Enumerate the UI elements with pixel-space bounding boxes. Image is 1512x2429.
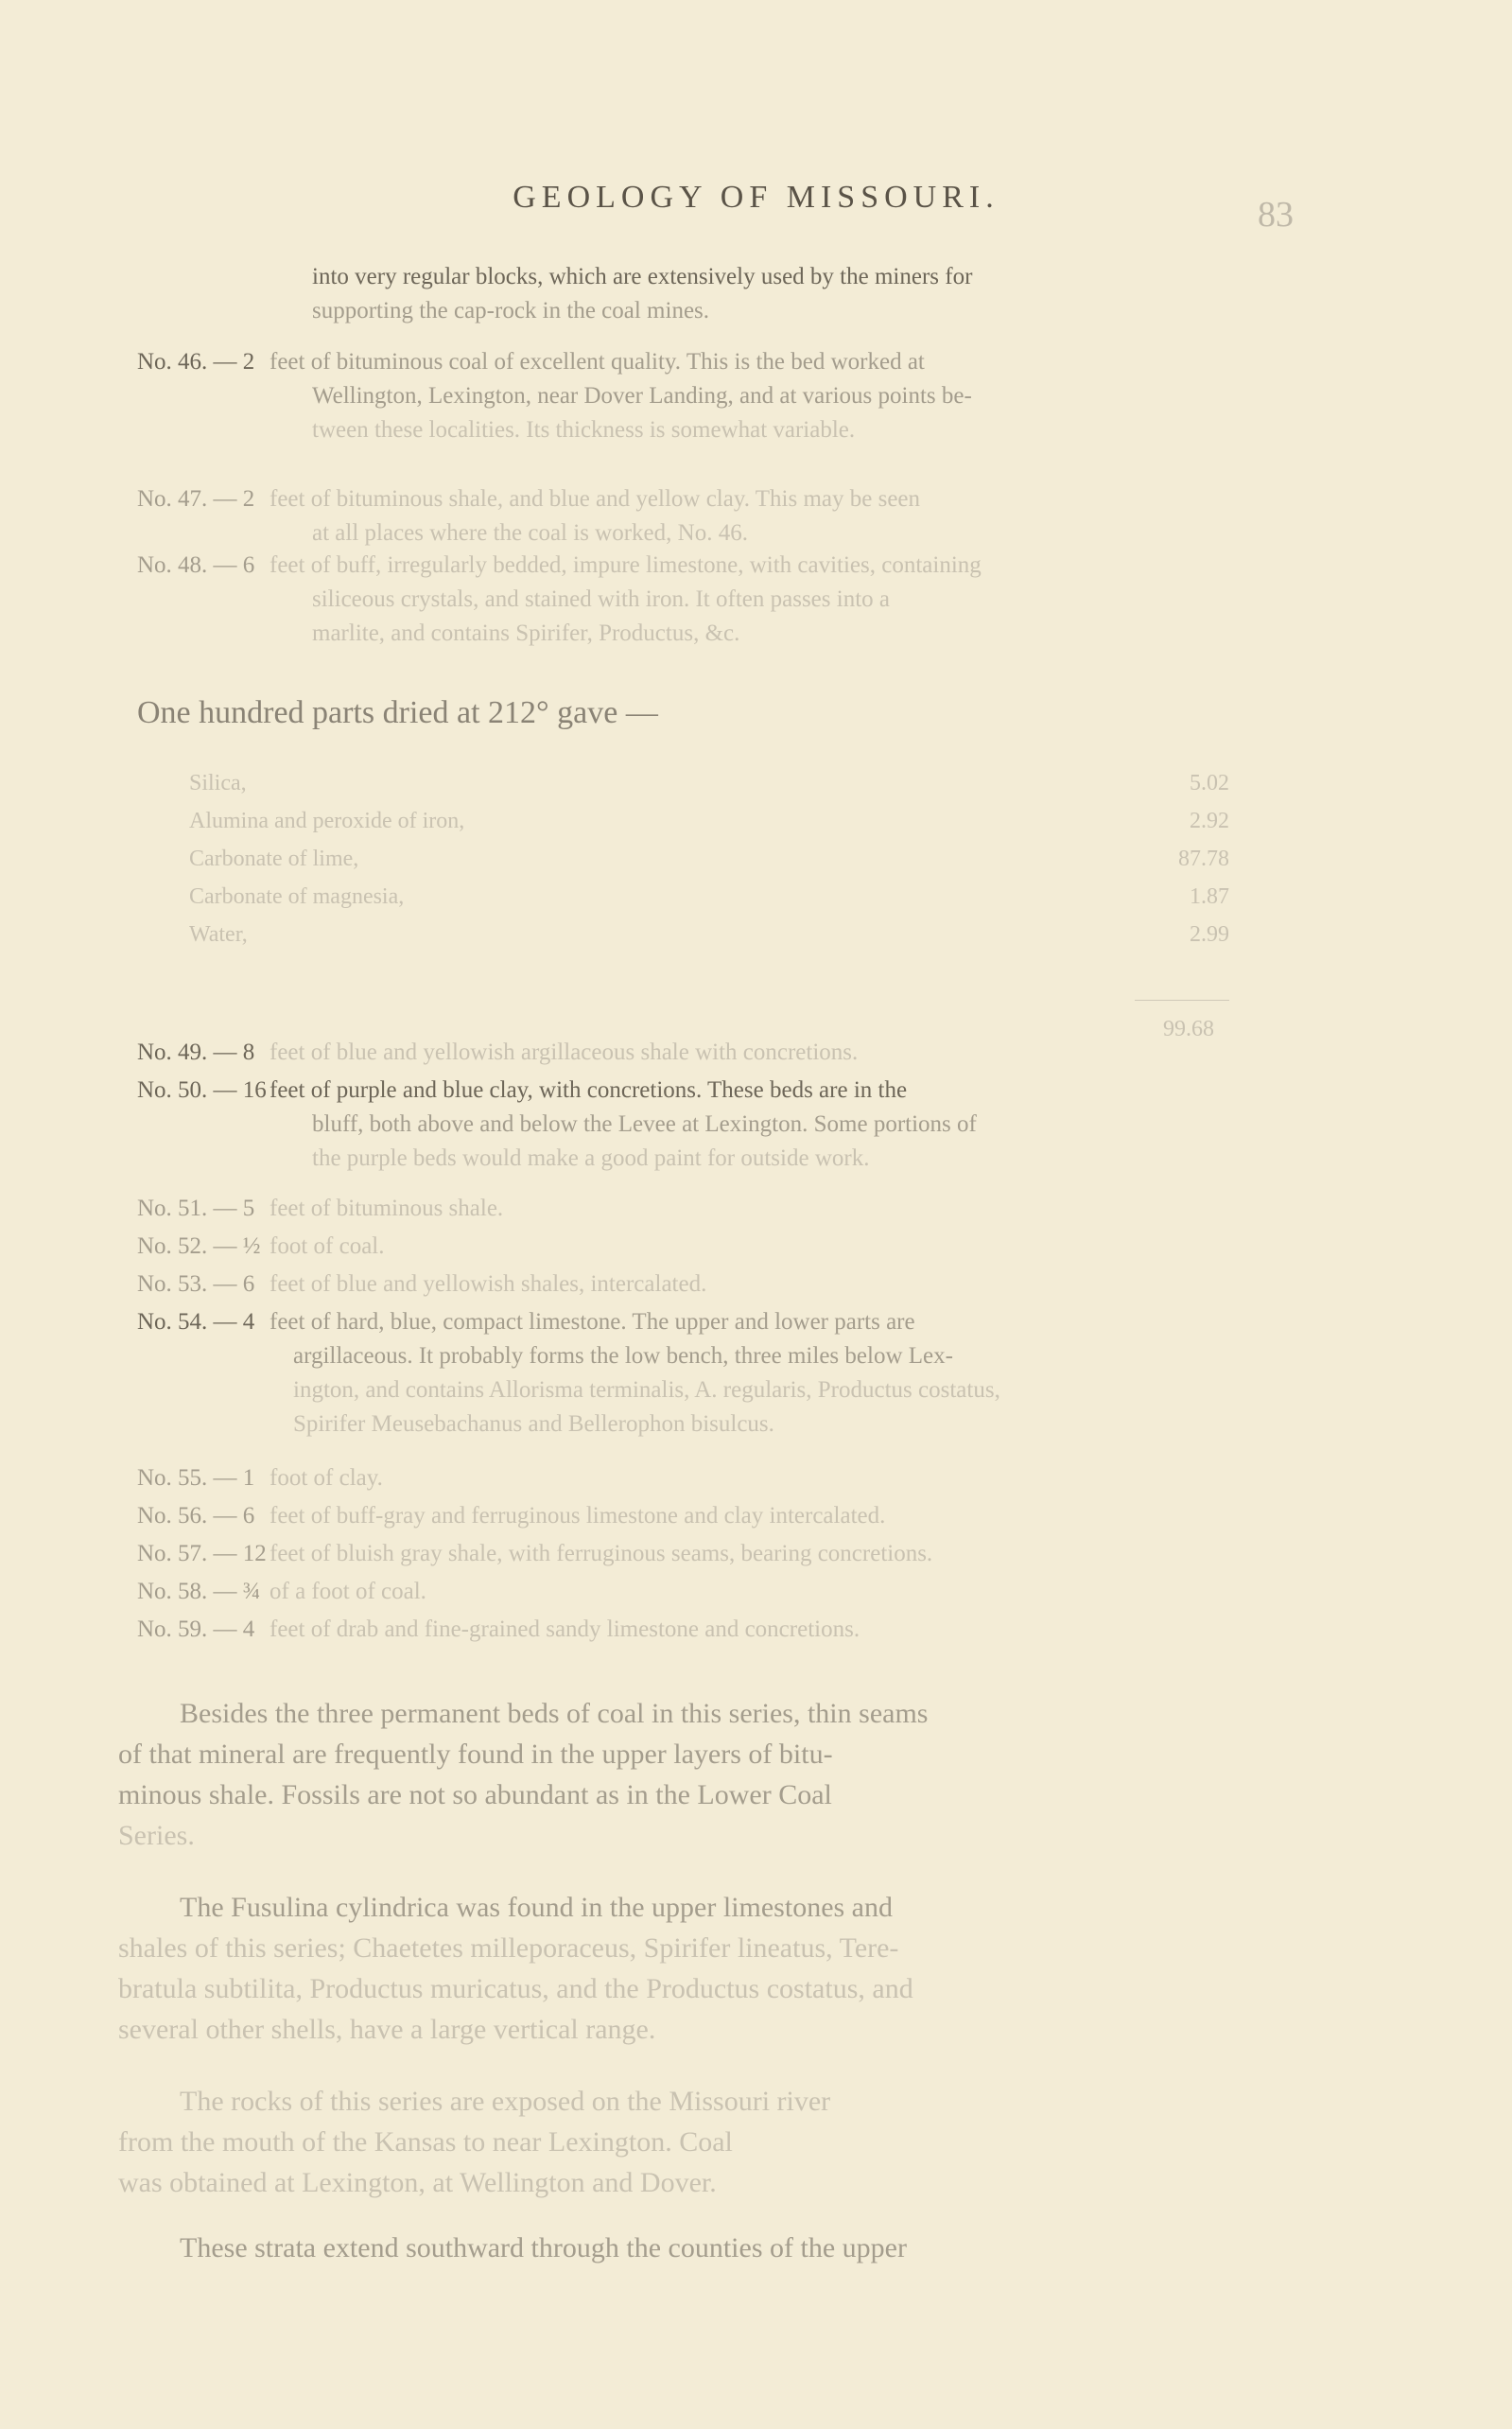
entry-47 [137, 482, 1300, 550]
entry-line: siliceous crystals, and stained with iron. It often passes into a [312, 586, 890, 612]
table-row: Carbonate of magnesia, 1.87 [189, 884, 1229, 909]
entry-51 [137, 1192, 1300, 1226]
total-rule [1135, 1000, 1229, 1001]
entry-line: Spirifer Meusebachanus and Bellerophon bisulcus. [293, 1411, 774, 1437]
analysis-total: 99.68 [1163, 1017, 1214, 1041]
entry-number: No. 50. — 16 [137, 1077, 267, 1103]
table-row: Carbonate of lime, 87.78 [189, 847, 1229, 871]
entry-53 [137, 1267, 1300, 1302]
para-line: The Fusulina cylindrica was found in the upper limestones and [180, 1892, 893, 1923]
paragraph-coal-seams [118, 1693, 1281, 1856]
analysis-heading: One hundred parts dried at 212° gave — [137, 695, 658, 730]
entry-58 [137, 1575, 1300, 1609]
table-row: Alumina and peroxide of iron, 2.92 [189, 809, 1229, 833]
paragraph-strata [118, 2228, 1281, 2268]
entry-line: supporting the cap-rock in the coal mines. [312, 298, 710, 323]
entry-number: No. 59. — 4 [137, 1616, 255, 1642]
entry-number: No. 49. — 8 [137, 1040, 255, 1065]
entry-line: marlite, and contains Spirifer, Productus, &c. [312, 620, 740, 646]
entry-49 [137, 1036, 1300, 1070]
entry-number: No. 54. — 4 [137, 1309, 255, 1335]
entry-number: No. 55. — 1 [137, 1465, 255, 1491]
entry-56 [137, 1499, 1300, 1533]
para-line: These strata extend southward through the counties of the upper [180, 2232, 907, 2263]
entry-number: No. 53. — 6 [137, 1271, 255, 1297]
entry-line: No. 53. — 6 feet of blue and yellowish shales, intercalated. [137, 1267, 1300, 1302]
entry-line: No. 46. — 2 feet of bituminous coal of excellent quality. This is the bed worked at [137, 345, 1300, 379]
entry-line: No. 47. — 2 feet of bituminous shale, and blue and yellow clay. This may be seen [137, 482, 1300, 516]
para-line: bratula subtilita, Productus muricatus, and the Productus costatus, and [118, 1973, 913, 2004]
entry-line: at all places where the coal is worked, No. 46. [312, 520, 748, 546]
entry-line: No. 58. — ¾ of a foot of coal. [137, 1575, 1300, 1609]
entry-line: ington, and contains Allorisma terminalis, A. regularis, Productus costatus, [293, 1377, 1000, 1403]
entry-46 [137, 345, 1300, 447]
entry-line: No. 59. — 4 feet of drab and fine-grained sandy limestone and concretions. [137, 1613, 1300, 1647]
analysis-table [189, 771, 1229, 1041]
entry-number: No. 52. — ½ [137, 1233, 261, 1259]
table-row: Silica, 5.02 [189, 771, 1229, 795]
para-line: several other shells, have a large vertical range. [118, 2014, 656, 2045]
entry-line: tween these localities. Its thickness is somewhat variable. [312, 417, 856, 443]
running-header: GEOLOGY OF MISSOURI. [513, 180, 999, 215]
entry-line: Wellington, Lexington, near Dover Landing, and at various points be- [312, 383, 972, 409]
entry-line: No. 57. — 12 feet of bluish gray shale, with ferruginous seams, bearing concretions. [137, 1537, 1300, 1571]
entry-line: the purple beds would make a good paint for outside work. [312, 1145, 870, 1171]
entry-line: No. 49. — 8 feet of blue and yellowish argillaceous shale with concretions. [137, 1036, 1300, 1070]
entry-52 [137, 1230, 1300, 1264]
entry-line: argillaceous. It probably forms the low bench, three miles below Lex- [293, 1343, 953, 1369]
entry-59 [137, 1613, 1300, 1647]
para-line: Series. [118, 1820, 195, 1851]
entry-line: into very regular blocks, which are extensively used by the miners for [312, 264, 973, 289]
para-line: Besides the three permanent beds of coal in this series, thin seams [180, 1698, 929, 1729]
entry-line: No. 50. — 16 feet of purple and blue clay, with concretions. These beds are in the [137, 1074, 1300, 1108]
entry-54 [137, 1305, 1300, 1442]
para-line: shales of this series; Chaetetes milleporaceus, Spirifer lineatus, Tere- [118, 1932, 899, 1964]
para-line: of that mineral are frequently found in the upper layers of bitu- [118, 1739, 833, 1770]
entry-number: No. 58. — ¾ [137, 1579, 261, 1604]
para-line: was obtained at Lexington, at Wellington and Dover. [118, 2167, 717, 2198]
entry-line: No. 55. — 1 foot of clay. [137, 1461, 1300, 1495]
entry-line: No. 56. — 6 feet of buff-gray and ferruginous limestone and clay intercalated. [137, 1499, 1300, 1533]
paragraph-fossils [118, 1887, 1281, 2050]
entry-number: No. 48. — 6 [137, 552, 255, 578]
para-line: from the mouth of the Kansas to near Lexington. Coal [118, 2126, 733, 2158]
entry-number: No. 56. — 6 [137, 1503, 255, 1529]
entry-number: No. 57. — 12 [137, 1541, 267, 1566]
entry-line: No. 51. — 5 feet of bituminous shale. [137, 1192, 1300, 1226]
entry-line: No. 54. — 4 feet of hard, blue, compact limestone. The upper and lower parts are [137, 1305, 1300, 1339]
page-number: 83 [1258, 195, 1294, 235]
entry-55 [137, 1461, 1300, 1495]
paragraph-exposure [118, 2081, 1281, 2203]
entry-57 [137, 1537, 1300, 1571]
para-line: The rocks of this series are exposed on the Missouri river [180, 2086, 831, 2117]
entry-line: bluff, both above and below the Levee at Lexington. Some portions of [312, 1111, 977, 1137]
entry-number: No. 47. — 2 [137, 486, 255, 512]
table-row: Water, 2.99 [189, 922, 1229, 947]
entry-50 [137, 1074, 1300, 1176]
para-line: minous shale. Fossils are not so abundant as in the Lower Coal [118, 1779, 832, 1810]
entry-number: No. 51. — 5 [137, 1196, 255, 1221]
entry-45-continuation [137, 260, 1300, 328]
entry-number: No. 46. — 2 [137, 349, 255, 375]
entry-48 [137, 549, 1300, 651]
entry-line: No. 52. — ½ foot of coal. [137, 1230, 1300, 1264]
entry-line: No. 48. — 6 feet of buff, irregularly bedded, impure limestone, with cavities, containing [137, 549, 1300, 583]
